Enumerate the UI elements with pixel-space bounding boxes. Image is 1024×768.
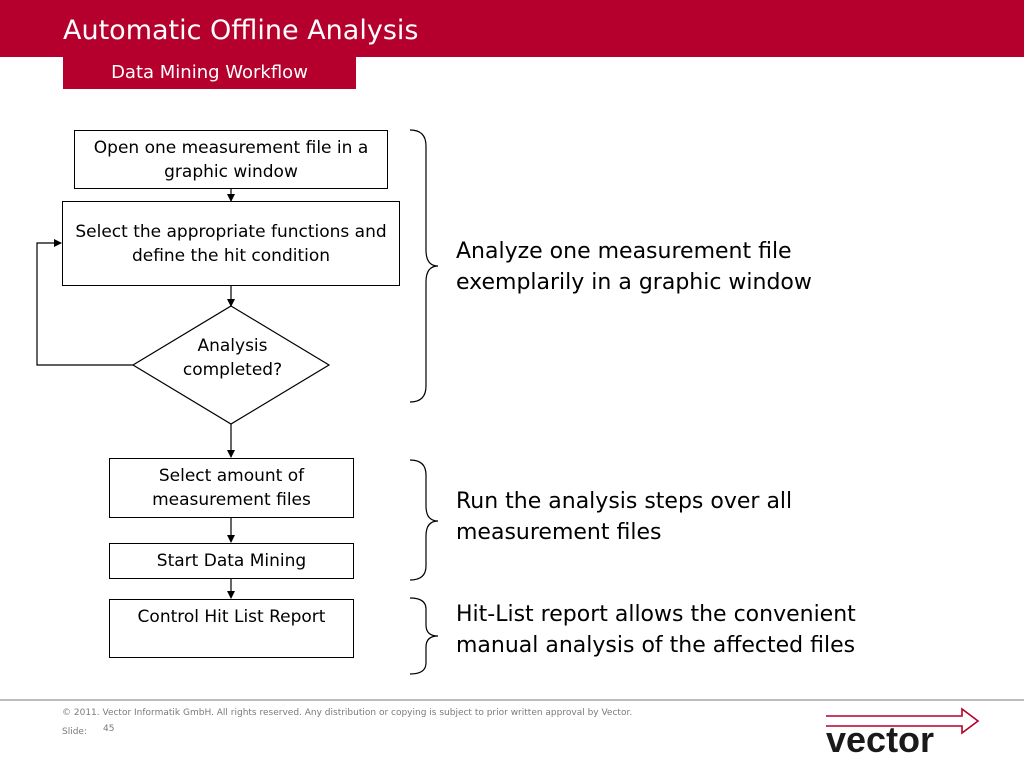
brace-analyze	[410, 130, 438, 402]
description-analyze	[456, 236, 812, 298]
step-select-functions	[62, 201, 400, 286]
description-hitlist	[456, 599, 856, 661]
step-select-files-label: Select amount of measurement files	[152, 466, 311, 510]
brace-hitlist	[410, 598, 438, 674]
description-hitlist-line1: Hit-List report allows the convenient	[456, 602, 856, 627]
footer-divider	[0, 699, 1024, 701]
brace-run	[410, 460, 438, 580]
description-run-line2: measurement files	[456, 520, 662, 545]
step-select-functions-label: Select the appropriate functions and define the hit condition	[75, 221, 387, 266]
slide-number: 45	[103, 724, 115, 734]
step-select-files	[109, 458, 354, 518]
step-start-mining	[109, 543, 354, 579]
description-run-line1: Run the analysis steps over all	[456, 489, 793, 514]
slide-label: Slide:	[62, 727, 87, 737]
step-open-file-label: Open one measurement file in a graphic window	[93, 137, 369, 182]
description-analyze-line2: exemplarily in a graphic window	[456, 270, 812, 295]
copyright-notice: © 2011. Vector Informatik GmbH. All rights reserved. Any distribution or copying is subject to prior written approval by Vector.	[62, 708, 633, 718]
vector-logo	[822, 702, 986, 758]
page-title: Automatic Offline Analysis	[63, 15, 419, 46]
step-control-report	[109, 599, 354, 658]
step-start-mining-label: Start Data Mining	[156, 551, 307, 571]
description-hitlist-line2: manual analysis of the affected files	[456, 633, 856, 658]
step-control-report-label: Control Hit List Report	[137, 607, 326, 627]
page-subtitle: Data Mining Workflow	[63, 57, 356, 89]
vector-logo-text: vector	[826, 719, 935, 758]
step-open-file	[74, 130, 388, 189]
description-run	[456, 486, 792, 548]
description-analyze-line1: Analyze one measurement file	[456, 239, 792, 264]
decision-label: Analysis completed?	[182, 336, 283, 380]
